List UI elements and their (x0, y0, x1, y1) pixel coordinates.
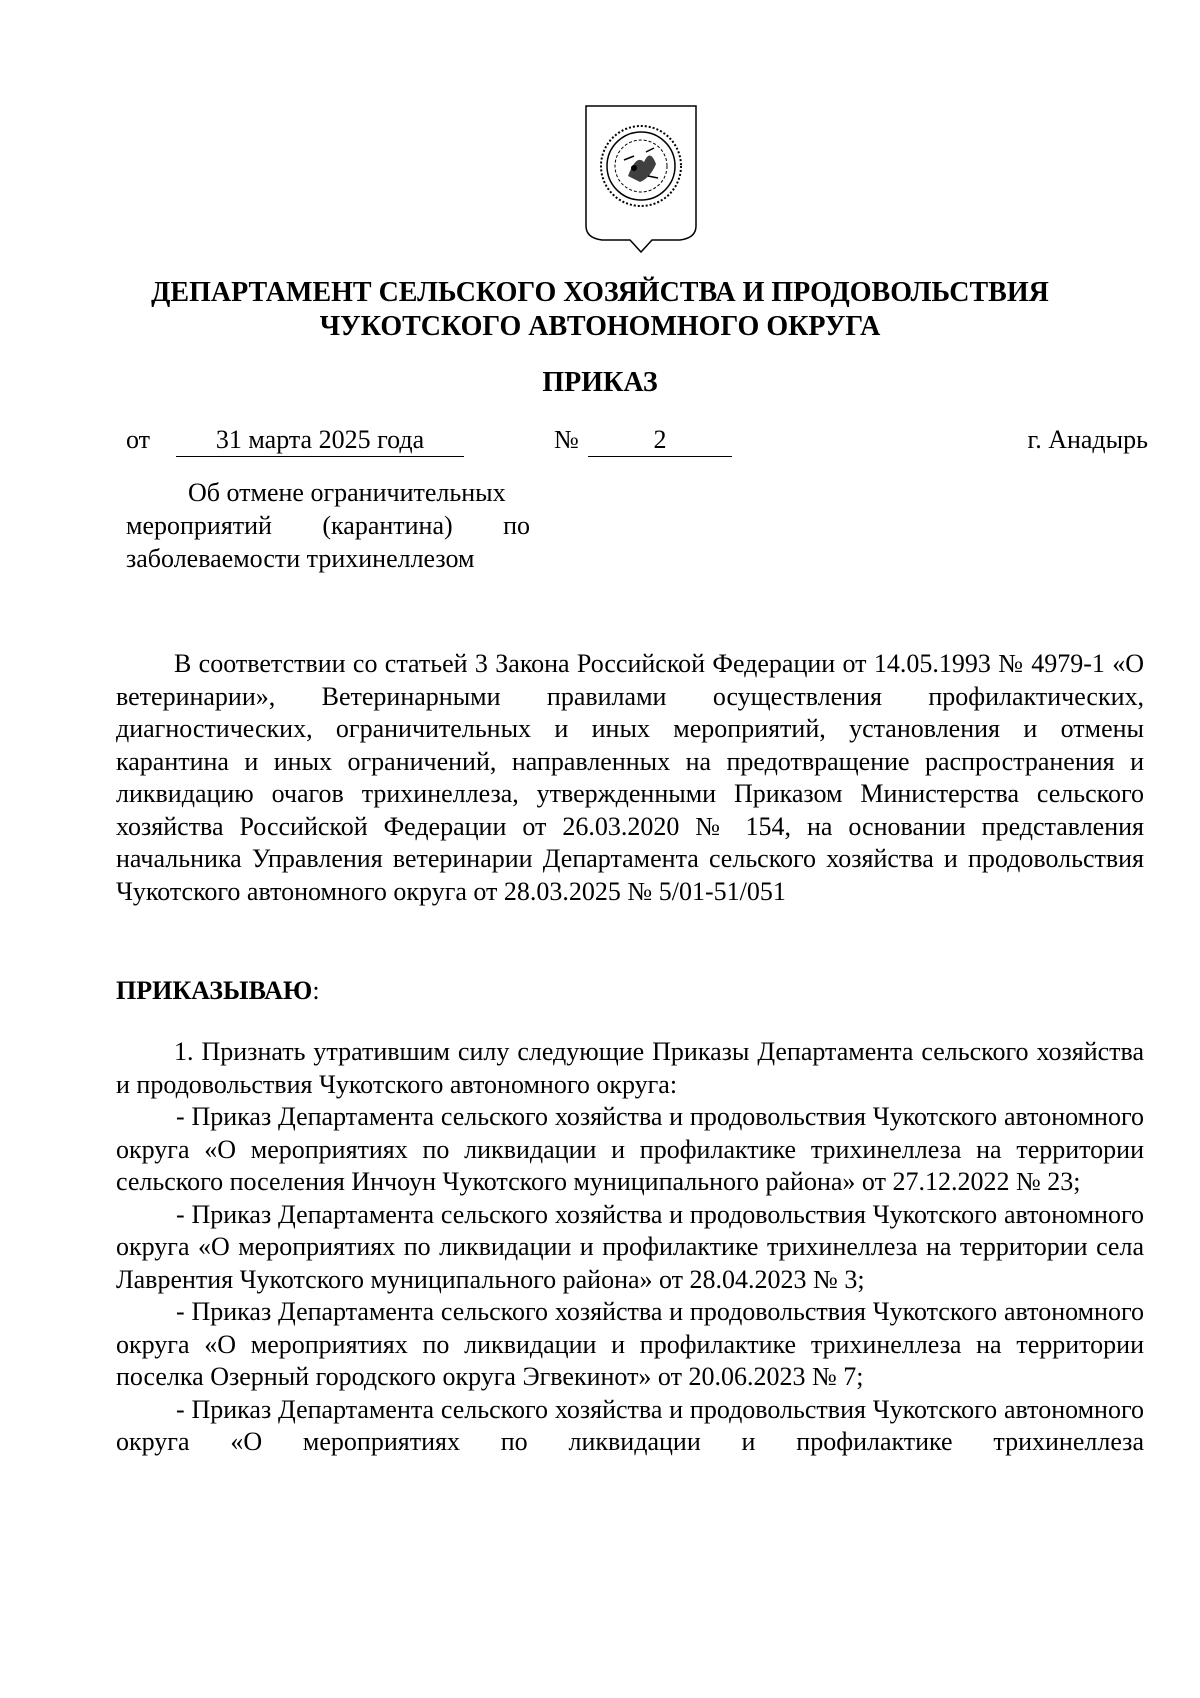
order-items (116, 1036, 1144, 1459)
date-from-label: от (126, 425, 151, 454)
repealed-order-item: - Приказ Департамента сельского хозяйства и продовольствия Чукотского автономного округа «О мероприятиях по ликвидации и профилактике трихинеллеза на территории села Лаврентия Чукотского муниципального района» от 28.04.2023 № 3; (116, 1199, 1144, 1294)
order-item: 1. Признать утратившим силу следующие Приказы Департамента сельского хозяйства и продовольствия Чукотского автономного округа: (116, 1037, 1144, 1099)
department-title-line1: ДЕПАРТАМЕНТ СЕЛЬСКОГО ХОЗЯЙСТВА И ПРОДОВОЛЬСТВИЯ (151, 277, 1049, 308)
repealed-order-item: - Приказ Департамента сельского хозяйства и продовольствия Чукотского автономного округа «О мероприятиях по ликвидации и профилактике трихинеллеза на территории сельского поселения Инчоун Чукотского муниципального района» от 27.12.2022 № 23; (116, 1102, 1144, 1196)
order-label: ПРИКАЗЫВАЮ (116, 976, 313, 1005)
preamble-paragraph: В соответствии со статьей 3 Закона Российской Федерации от 14.05.1993 № 4979-1 «О ветеринарии», Ветеринарными правилами осуществления профилактических, диагностических, ограничительных и иных мероприятий, установления и отмены карантина и иных ограничений, направленных на предотвращение распространения и ликвидацию очагов трихинеллеза, утвержденными Приказом Министерства сельского хозяйства Российской Федерации от 26.03.2020 № 154, на основании представления начальника Управления ветеринарии Департамента сельского хозяйства и продовольствия Чукотского автономного округа от 28.03.2025 № 5/01-51/051 (116, 649, 1144, 906)
city: г. Анадырь (1027, 425, 1148, 454)
repealed-order-item: - Приказ Департамента сельского хозяйства и продовольствия Чукотского автономного округа «О мероприятиях по ликвидации и профилактике трихинеллеза (116, 1394, 1144, 1456)
document-type-title: ПРИКАЗ (542, 367, 658, 398)
order-colon: : (312, 976, 320, 1005)
repealed-order-item: - Приказ Департамента сельского хозяйства и продовольствия Чукотского автономного округа «О мероприятиях по ликвидации и профилактике трихинеллеза на территории поселка Озерный городского округа Эгвекинот» от 20.06.2023 № 7; (116, 1297, 1144, 1391)
department-title-line2: ЧУКОТСКОГО АВТОНОМНОГО ОКРУГА (319, 311, 881, 342)
number-label: № (554, 425, 579, 454)
subject-line: Об отмене ограничительных (188, 478, 506, 507)
order-subject (126, 476, 530, 575)
coat-of-arms-icon (584, 104, 698, 254)
order-date: 31 марта 2025 года (176, 424, 464, 457)
subject-line: мероприятий (карантина) по (126, 511, 530, 540)
preamble (116, 648, 1144, 908)
order-heading (116, 975, 320, 1007)
subject-line: заболеваемости трихинеллезом (126, 544, 475, 573)
order-number: 2 (588, 424, 732, 457)
